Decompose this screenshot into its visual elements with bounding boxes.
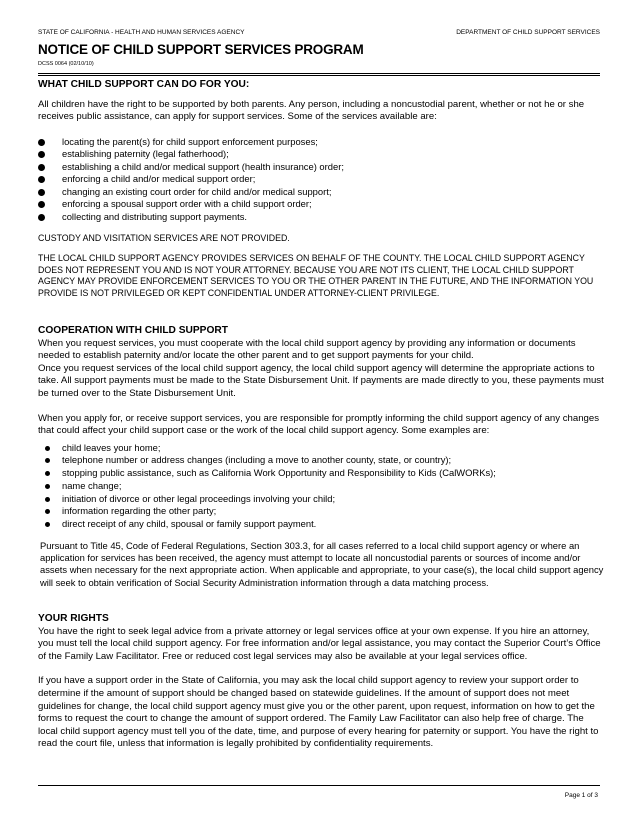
cooperation-para-2: Once you request services of the local child support agency, the local child support agency will determine the appropriate actions to take. All support payments must be made to the State Disbursement Unit. If payments are made directly to you, these payments must be turned over to the State Disbursement Unit. [38,362,604,399]
agency-representation-notice: THE LOCAL CHILD SUPPORT AGENCY PROVIDES SERVICES ON BEHALF OF THE COUNTY. THE LOCAL CHILD SUPPORT AGENCY DOES NOT REPRESENT YOU AND IS NOT YOUR ATTORNEY. BECAUSE YOU ARE NOT ITS CLIENT, THE LOCAL CHILD SUPPORT AGENCY MAY PROVIDE ENFORCEMENT SERVICES TO YOU OR THE OTHER PARENT IN THE FUTURE, AND THE INFORMATION YOU PROVIDE IS NOT PRIVILEGED OR KEPT CONFIDENTIAL UNDER ATTORNEY-CLIENT PRIVILEGE. [38,252,594,299]
list-item: direct receipt of any child, spousal or family support payment. [38,518,604,531]
bullet-icon [38,189,45,196]
bottom-rule [38,785,600,786]
bullet-icon [45,471,50,476]
services-intro: All children have the right to be supported by both parents. Any person, including a noncustodial parent, whether or not he or she receives public assistance, can apply for support services. Some of the services available are: [38,98,585,123]
list-item: child leaves your home; [38,442,604,455]
agency-name: STATE OF CALIFORNIA - HEALTH AND HUMAN SERVICES AGENCY [38,29,245,36]
bullet-icon [38,201,45,208]
list-item: name change; [38,480,604,493]
list-item: initiation of divorce or other legal proceedings involving your child; [38,493,604,506]
federal-regulations-para: Pursuant to Title 45, Code of Federal Regulations, Section 303.3, for all cases referred to a local child support agency or where an application for services has been received, the agency must attempt to locate all noncustodial parents or sources of income and/or assets when necessary for the next appropriate action. When applicable and appropriate, to your case(s), the local child support agency will seek to obtain verification of Social Security Administration information through a data matching process. [40,539,604,588]
services-list [38,136,604,224]
page-number: Page 1 of 3 [564,792,598,799]
rights-para-2: If you have a support order in the State of California, you may ask the local child support agency to review your support order to determine if the amount of support should be changed based on statewide guidelines. If the amount of support does not meet guidelines for change, the local child support agency must give you or the other parent, upon request, information on how to get the forms to request the court to change the amount of support ordered. The Family Law Facilitator can also help free of charge. The local child support agency must tell you of the date, time, and purpose of every hearing for paternity or support. You have the right to read the court file, unless that information is legally prohibited by confidentiality requirements. [38,675,599,750]
bullet-icon [38,214,45,221]
list-item: changing an existing court order for child and/or medical support; [38,186,604,199]
bullet-icon [38,139,45,146]
section-heading-cooperation: COOPERATION WITH CHILD SUPPORT [38,325,228,336]
list-item: enforcing a child and/or medical support order; [38,173,604,186]
section-heading-services: WHAT CHILD SUPPORT CAN DO FOR YOU: [38,79,250,90]
rights-para-1: You have the right to seek legal advice from a private attorney or legal services office at your own expense. If you hire an attorney, you must tell the local child support agency. For free information and/or legal assistance, you may contact the Superior Court’s Office of the Family Law Facilitator. Free or reduced cost legal services may also be available at your legal services office. [38,625,601,662]
bullet-icon [45,522,50,527]
section-services [38,79,604,300]
list-item: information regarding the other party; [38,505,604,518]
bullet-icon [38,151,45,158]
top-rule-thick [38,75,600,76]
custody-notice: CUSTODY AND VISITATION SERVICES ARE NOT PROVIDED. [38,233,290,244]
changes-list [38,442,604,531]
list-item: stopping public assistance, such as California Work Opportunity and Responsibility to Kids (CalWORKs); [38,467,604,480]
form-number: DCSS 0064 (02/10/10) [38,61,94,67]
section-rights [38,613,604,751]
bullet-icon [45,509,50,514]
bullet-icon [38,164,45,171]
list-item: enforcing a spousal support order with a child support order; [38,198,604,211]
cooperation-para-3: When you apply for, or receive support services, you are responsible for promptly informing the child support agency of any changes that could affect your child support case or the work of the local child support agency. Some examples are: [38,412,599,437]
list-item: telephone number or address changes (including a move to another county, state, or country); [38,454,604,467]
bullet-icon [38,176,45,183]
document-title: NOTICE OF CHILD SUPPORT SERVICES PROGRAM [38,42,364,57]
list-item: collecting and distributing support payments. [38,211,604,224]
section-cooperation [38,325,604,589]
bullet-icon [45,446,50,451]
list-item: locating the parent(s) for child support enforcement purposes; [38,136,604,149]
bullet-icon [45,497,50,502]
list-item: establishing paternity (legal fatherhood); [38,148,604,161]
top-rule-thin [38,73,600,74]
bullet-icon [45,458,50,463]
list-item: establishing a child and/or medical support (health insurance) order; [38,161,604,174]
section-heading-rights: YOUR RIGHTS [38,613,109,624]
cooperation-para-1: When you request services, you must cooperate with the local child support agency by providing any information or documents needed to establish paternity and/or locate the other parent and to get support payments for your child. [38,337,576,362]
bullet-icon [45,484,50,489]
department-name: DEPARTMENT OF CHILD SUPPORT SERVICES [456,29,600,36]
